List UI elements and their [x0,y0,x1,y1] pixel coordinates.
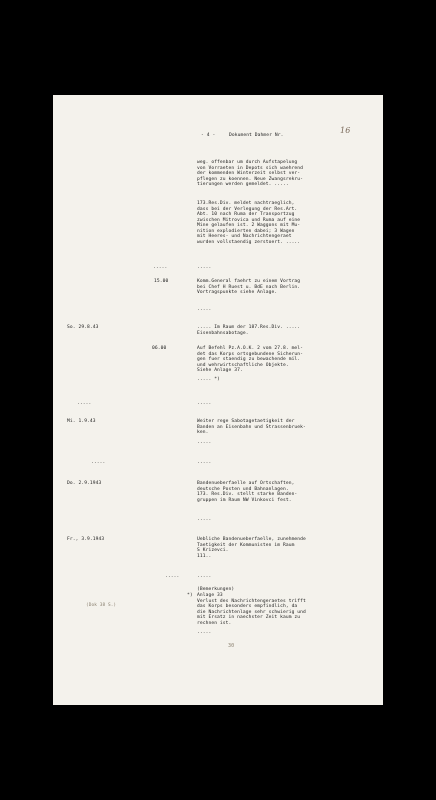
text-line: Auf Befehl Pz.A.O.K. 2 vom 27.8. mel- [197,346,304,351]
text-line: Banden an Eisenbahn und Strassenbruek- [197,424,306,430]
entry-date: Mi. 1.9.43 [67,419,96,424]
text-line: Verlust des Nachrichtengeraetes trifft [197,598,306,604]
text-line: 111.. [197,553,212,559]
text-line: von Vorraeten in Depots sich waehrend [197,165,304,171]
separator-dots: ..... [197,517,212,522]
text-line: mit Heeres- und Nachrichtengeraet [197,234,292,239]
text-line: das Korps besonders empfindlich, da [197,604,298,609]
separator-dots: ..... [153,265,168,270]
text-line: det das Korps ortsgebundene Sicherun- [197,351,304,357]
text-line: wurden vollstaendig zerstoert. ..... [197,239,301,245]
text-line: Bandenueberfaelle auf Ortschaften, [197,481,295,486]
text-line: gruppen im Raum NW Vinkovci fest. [197,497,292,503]
document-label: Dokument Dahmer Nr. [229,133,284,138]
text-line: Abt. 10 nach Ruma der Transportzug [197,212,295,217]
page-number: - 4 - [201,133,216,138]
text-line: bei Chef H Ruest u. BdE nach Berlin. [197,284,301,290]
remarks-footnote-mark: *) [187,593,193,598]
entry-date: So. 29.8.43 [67,325,99,330]
text-line: ..... Im Raum der 187.Res.Div. ..... [197,325,301,330]
text-line: dass bei der Verlegung der Res.Art. [197,206,298,212]
text-line: deutsche Posten und Bahnanlagen. [197,486,289,492]
text-line: Weiter rege Sabotagetaetigkeit der [197,419,295,424]
separator-dots: ..... [197,460,212,465]
text-line: pflegen zu koennen. Neue Zwangsrekru- [197,176,304,182]
separator-dots: ..... [77,401,92,406]
text-line: 173. Res.Div. stellt starke Banden- [197,492,298,497]
entry-time: 15.00 [154,279,169,284]
separator-dots: ..... [91,460,106,465]
text-line: die Nachrichtenlage sehr schwierig und [197,609,306,615]
text-line: nition explodierten dabei; 3 Wagen [197,228,295,234]
separator-dots: ..... [197,265,212,270]
footnote-mark: ..... *) [197,377,220,382]
separator-dots: ..... [197,307,212,312]
text-line: Mine gelaufen ist. 2 Waggons mit Mu- [197,223,301,228]
page-footer-number: 30 [228,643,235,649]
text-line: rechnen ist. [197,620,232,626]
entry-date: Fr., 3.9.1943 [67,537,105,542]
text-line: Vortragspunkte siehe Anlage. [197,290,278,295]
text-line: Siehe Anlage 37. [197,368,243,373]
separator-dots: ..... [197,440,212,445]
separator-dots: ..... [165,574,180,579]
text-line: 173.Res.Div. meldet nachtraeglich, [197,201,295,206]
text-line: gen fuer staendig zu bewachende mil. [197,357,301,362]
remarks-label: (Bemerkungen) [197,587,235,592]
text-line: weg. offenbar um durch Aufstapelung [197,160,298,165]
handwritten-document-number: 16 [340,126,351,135]
separator-dots: ..... [197,630,212,635]
text-line: Uebliche Bandenueberfaelle, zunehmende [197,537,306,542]
text-line: ken. [197,430,209,435]
text-line: Eisenbahnsabotage. [197,330,249,336]
text-line: Komm.General faehrt zu einem Vortrag [197,279,301,284]
text-line: S Krizevci. [197,548,229,553]
text-line: und wehrwirtschaftliche Objekte. [197,362,289,368]
pencil-note: (Dok 38 S.) [86,603,117,608]
remarks-attachment: Anlage 33 [197,593,223,598]
text-line: zwischen Mitrovica und Ruma auf eine [197,217,301,223]
separator-dots: ..... [197,574,212,579]
text-line: mit Ersatz in naechster Zeit kaum zu [197,615,301,620]
entry-date: Do. 2.9.1943 [67,481,102,486]
separator-dots: ..... [197,401,212,406]
text-line: der kommenden Winterzeit selbst ver- [197,171,301,176]
document-page [53,95,383,705]
text-line: tierungen werden gemeldet. ..... [197,182,289,187]
text-line: Taetigkeit der Kommunisten im Raum [197,542,295,548]
entry-time: 06.00 [152,346,167,351]
